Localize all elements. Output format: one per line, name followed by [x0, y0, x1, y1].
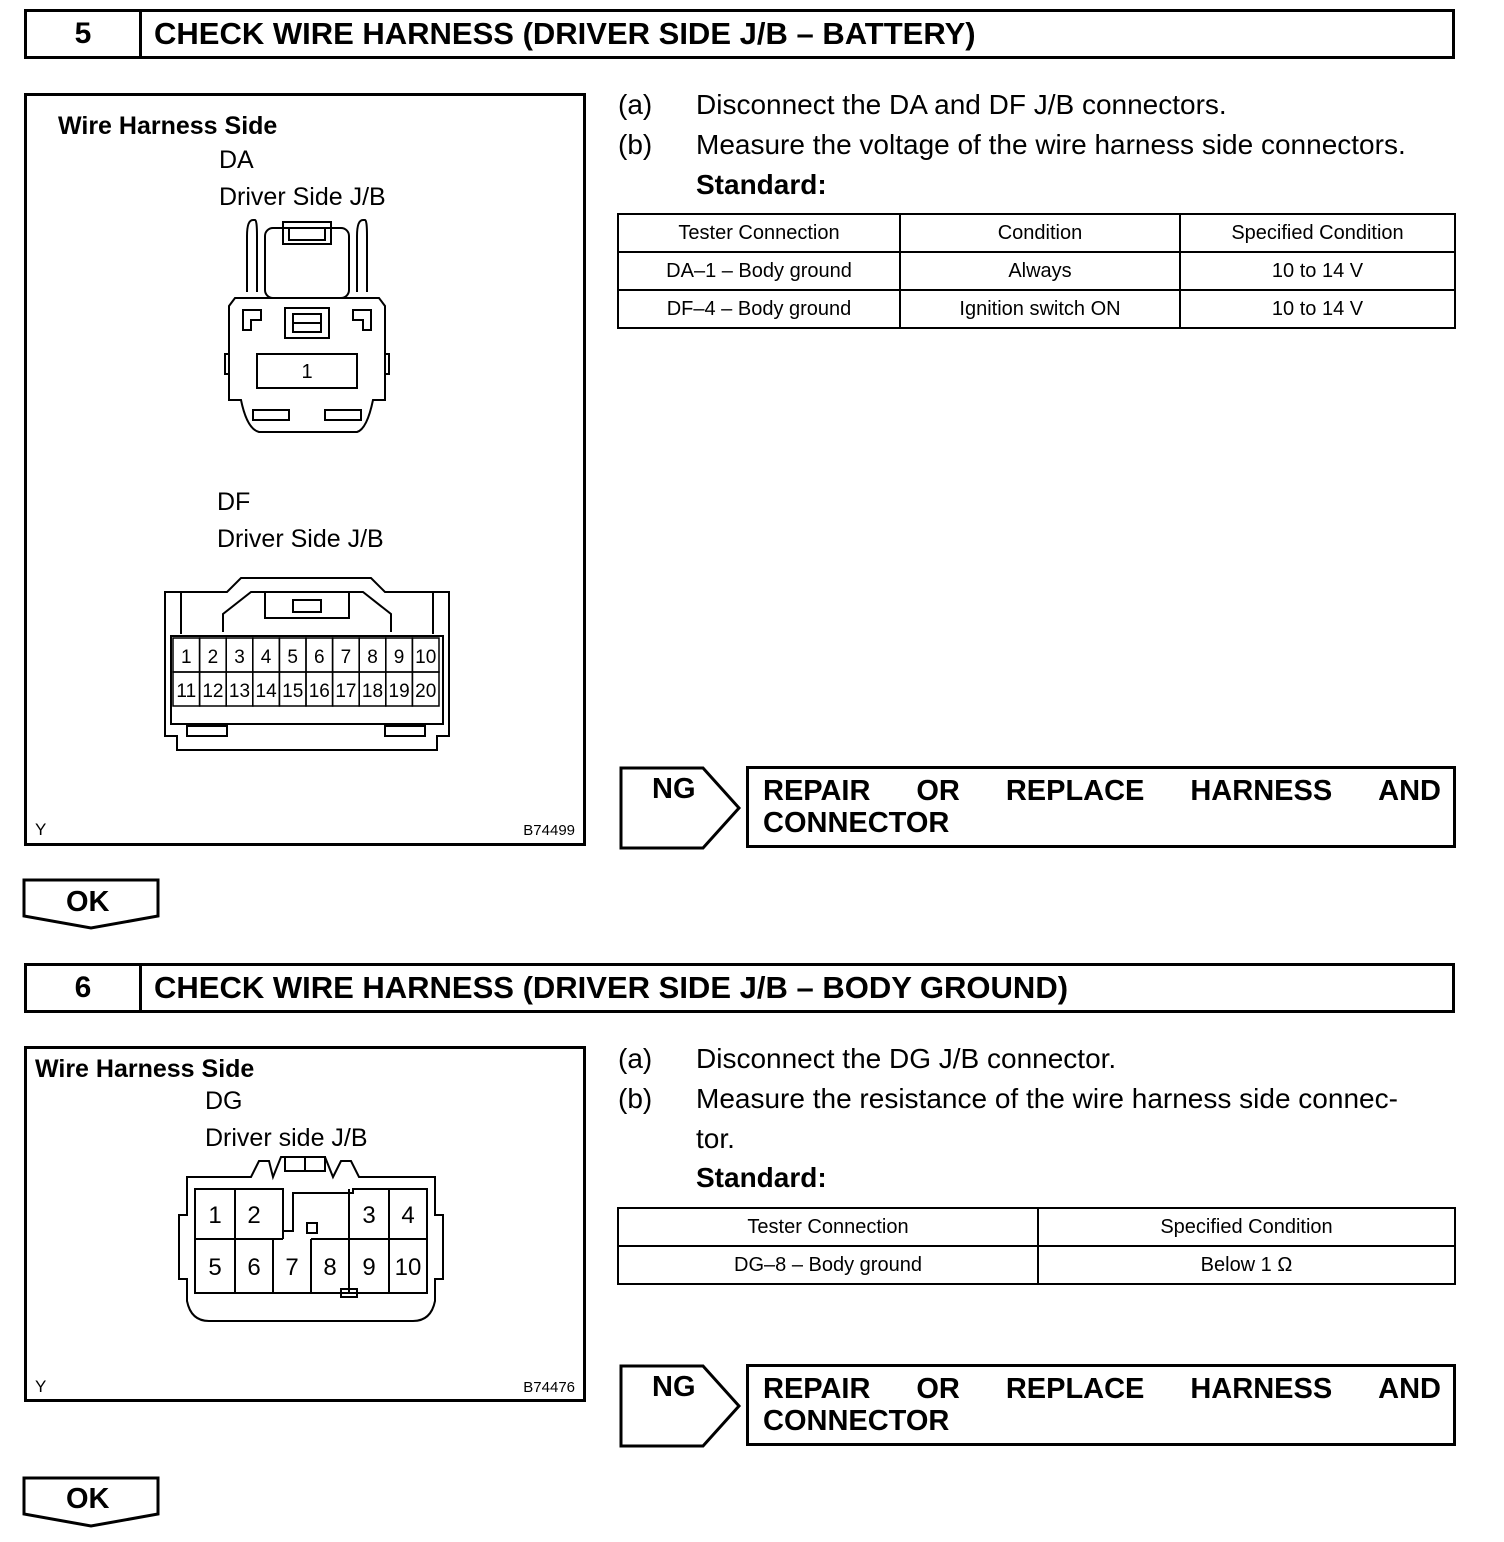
- figure-id: B74499: [523, 822, 575, 839]
- pin-number: 11: [176, 681, 197, 702]
- repair-word: REPLACE: [1005, 1373, 1145, 1405]
- step-6-figure: [24, 1046, 586, 1402]
- table-row: [618, 252, 1455, 290]
- pin-number: 2: [247, 1202, 261, 1229]
- figure-corner-code: Y: [35, 820, 47, 839]
- instruction-text: Disconnect the DA and DF J/B connectors.: [696, 89, 1227, 120]
- pin-number: 6: [247, 1254, 261, 1281]
- repair-word: REPLACE: [1005, 775, 1145, 807]
- table-cell: DF–4 – Body ground: [618, 290, 900, 328]
- ng-repair-box: [746, 1364, 1456, 1446]
- repair-word: REPAIR: [763, 775, 871, 807]
- instruction-text: Measure the resistance of the wire harness side connec-: [696, 1083, 1398, 1114]
- repair-line-1: [763, 775, 1441, 808]
- pin-number: 5: [287, 647, 298, 668]
- table-row: [618, 290, 1455, 328]
- table-cell: Below 1 Ω: [1038, 1246, 1455, 1284]
- table-header: Tester Connection: [618, 214, 900, 252]
- pin-number: 20: [415, 681, 437, 702]
- pin-number: 10: [394, 1254, 422, 1281]
- table-cell: DA–1 – Body ground: [618, 252, 900, 290]
- pin-number: 9: [362, 1254, 376, 1281]
- step-5-spec-table: [617, 213, 1456, 329]
- pin-number: 13: [228, 681, 251, 702]
- connector-dg-location: Driver side J/B: [205, 1124, 368, 1152]
- figure-id: B74476: [523, 1379, 575, 1396]
- connector-df-location: Driver Side J/B: [217, 525, 384, 553]
- repair-word: AND: [1378, 1373, 1441, 1405]
- repair-word: HARNESS: [1190, 775, 1333, 807]
- instruction-label: (a): [618, 1043, 653, 1074]
- table-header: Specified Condition: [1180, 214, 1455, 252]
- connector-dg-diagram: [173, 1153, 449, 1329]
- da-pin-label: 1: [301, 361, 313, 383]
- table-cell: Always: [900, 252, 1180, 290]
- pin-number: 2: [207, 647, 219, 668]
- pin-number: 5: [208, 1254, 222, 1281]
- pin-number: 3: [234, 647, 245, 668]
- repair-line-2: CONNECTOR: [763, 807, 950, 839]
- ng-repair-box: [746, 766, 1456, 848]
- instruction-label: (a): [618, 89, 653, 120]
- repair-line-2: CONNECTOR: [763, 1405, 950, 1437]
- table-header: Tester Connection: [618, 1208, 1038, 1246]
- pin-number: 7: [340, 647, 352, 668]
- connector-df-diagram: [157, 574, 457, 759]
- step-5-instruction-a: [618, 89, 1468, 129]
- connector-da-location: Driver Side J/B: [219, 183, 386, 211]
- repair-word: REPAIR: [763, 1373, 871, 1405]
- step-6-instruction-b: [618, 1083, 1468, 1123]
- table-header: Specified Condition: [1038, 1208, 1455, 1246]
- ng-label: NG: [652, 1371, 696, 1403]
- repair-line-1: [763, 1373, 1441, 1406]
- pin-number: 19: [388, 681, 410, 702]
- instruction-text: Disconnect the DG J/B connector.: [696, 1043, 1117, 1074]
- figure-heading: Wire Harness Side: [58, 112, 278, 140]
- pin-number: 14: [255, 681, 277, 702]
- figure-heading: Wire Harness Side: [35, 1055, 255, 1083]
- instruction-text: Measure the voltage of the wire harness side connectors.: [696, 129, 1406, 160]
- pin-number: 9: [393, 647, 405, 668]
- step-title: CHECK WIRE HARNESS (DRIVER SIDE J/B – BODY GROUND): [154, 970, 1069, 1005]
- pin-number: 8: [367, 647, 378, 668]
- instruction-text: tor.: [696, 1123, 735, 1154]
- pin-number: 10: [415, 647, 437, 668]
- standard-label: Standard:: [696, 169, 827, 200]
- table-header-row: [618, 214, 1455, 252]
- step-number: 5: [27, 12, 142, 56]
- step-6-header: [24, 963, 1455, 1013]
- step-title: CHECK WIRE HARNESS (DRIVER SIDE J/B – BATTERY): [154, 16, 976, 51]
- connector-da-diagram: [217, 214, 397, 444]
- pin-number: 4: [401, 1202, 415, 1229]
- step-number: 6: [27, 966, 142, 1010]
- table-cell: 10 to 14 V: [1180, 290, 1455, 328]
- pin-number: 1: [181, 647, 192, 668]
- connector-da-name: DA: [219, 146, 254, 174]
- step-6-instruction-a: [618, 1043, 1468, 1083]
- pin-number: 1: [208, 1202, 222, 1229]
- instruction-label: (b): [618, 1083, 653, 1114]
- pin-number: 8: [323, 1254, 337, 1281]
- repair-word: OR: [916, 775, 960, 807]
- figure-corner-code: Y: [35, 1377, 47, 1396]
- step-6-spec-table: [617, 1207, 1456, 1285]
- connector-df-name: DF: [217, 488, 251, 516]
- standard-label: Standard:: [696, 1162, 827, 1193]
- table-cell: 10 to 14 V: [1180, 252, 1455, 290]
- pin-number: 4: [260, 647, 272, 668]
- repair-word: HARNESS: [1190, 1373, 1333, 1405]
- step-5-instruction-b: [618, 129, 1468, 169]
- pin-number: 12: [202, 681, 224, 702]
- repair-word: OR: [916, 1373, 960, 1405]
- table-row: [618, 1246, 1455, 1284]
- ok-label: OK: [66, 886, 110, 918]
- pin-number: 18: [361, 681, 384, 702]
- step-5-figure: [24, 93, 586, 846]
- instruction-label: (b): [618, 129, 653, 160]
- ok-label: OK: [66, 1483, 110, 1515]
- table-cell: DG–8 – Body ground: [618, 1246, 1038, 1284]
- table-cell: Ignition switch ON: [900, 290, 1180, 328]
- table-header-row: [618, 1208, 1455, 1246]
- ng-label: NG: [652, 773, 696, 805]
- pin-number: 16: [308, 681, 330, 702]
- repair-word: AND: [1378, 775, 1441, 807]
- pin-number: 7: [285, 1254, 299, 1281]
- step-5-header: [24, 9, 1455, 59]
- table-header: Condition: [900, 214, 1180, 252]
- pin-number: 15: [282, 681, 304, 702]
- pin-number: 6: [314, 647, 325, 668]
- pin-number: 3: [362, 1202, 376, 1229]
- pin-number: 17: [335, 681, 357, 702]
- step-6-instruction-b-cont: [618, 1123, 1468, 1163]
- connector-dg-name: DG: [205, 1087, 243, 1115]
